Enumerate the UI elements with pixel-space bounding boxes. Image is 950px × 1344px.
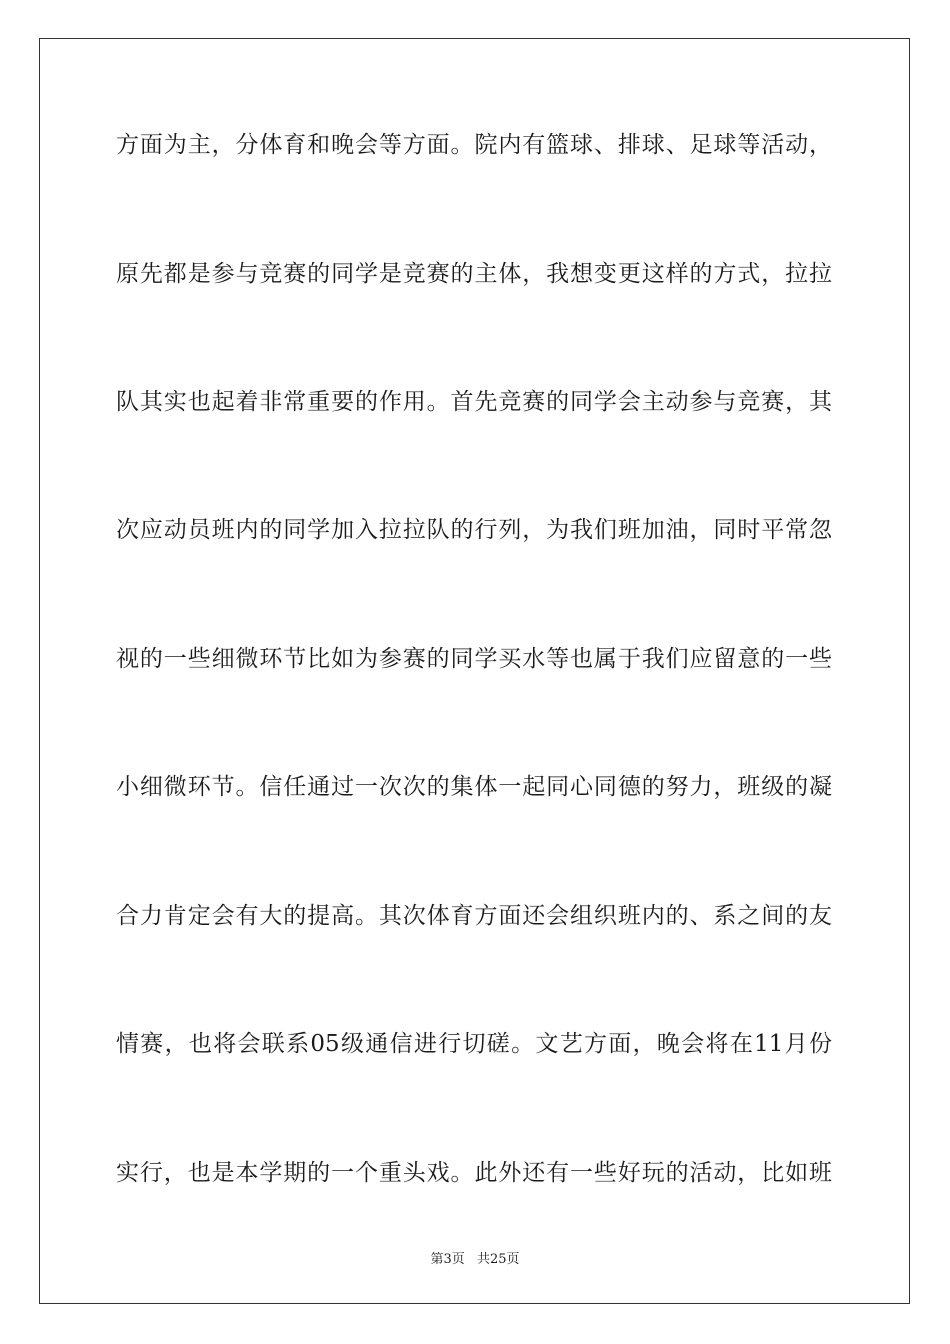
text-line: 视的一些细微环节比如为参赛的同学买水等也属于我们应留意的一些: [116, 646, 832, 672]
text-line: 队其实也起着非常重要的作用。首先竞赛的同学会主动参与竞赛，其: [116, 389, 832, 415]
page-total: 共25页: [476, 1252, 520, 1267]
text-line: 方面为主，分体育和晚会等方面。院内有篮球、排球、足球等活动，: [116, 132, 832, 158]
text-line: 实行，也是本学期的一个重头戏。此外还有一些好玩的活动，比如班: [116, 1160, 832, 1186]
text-line: 情赛，也将会联系05级通信进行切磋。文艺方面，晚会将在11月份: [116, 1031, 832, 1057]
text-line: 次应动员班内的同学加入拉拉队的行列，为我们班加油，同时平常忽: [116, 517, 832, 543]
page-footer: [0, 1248, 950, 1267]
page-number: 第3页: [430, 1252, 465, 1267]
text-line: 合力肯定会有大的提高。其次体育方面还会组织班内的、系之间的友: [116, 903, 832, 929]
text-line: 原先都是参与竞赛的同学是竞赛的主体，我想变更这样的方式，拉拉: [116, 261, 832, 287]
text-line: 小细微环节。信任通过一次次的集体一起同心同德的努力，班级的凝: [116, 774, 832, 800]
